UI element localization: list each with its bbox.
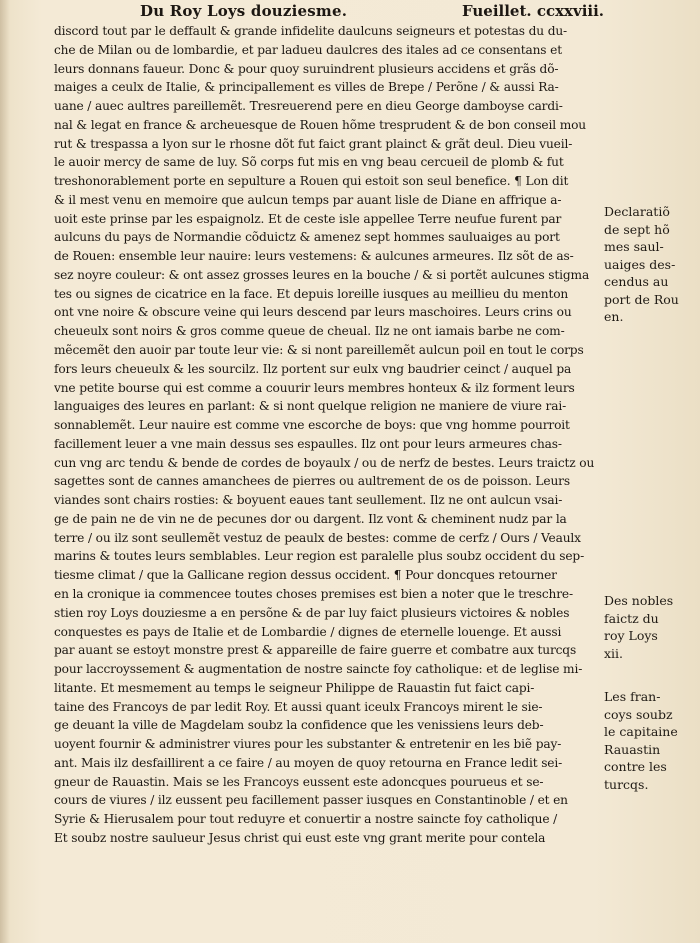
text-line: conquestes es pays de Italie et de Lombardie / dignes de eternelle louenge. Et aussi <box>54 624 562 639</box>
margin-note-line: cendus au <box>604 274 669 289</box>
margin-note-nobles <box>604 592 696 662</box>
margin-note-line: faictz du <box>604 610 659 626</box>
margin-note-line: xii. <box>604 645 624 661</box>
text-line: uoyent fournir & administrer viures pour les substanter & entretenir en les biẽ pay- <box>54 737 562 752</box>
text-line: aulcuns du pays de Normandie cõduictz & amenez sept hommes sauluaiges au port <box>54 230 560 245</box>
text-line: de Rouen: ensemble leur nauire: leurs vestemens: & aulcunes armeures. Ilz sõt de as- <box>54 249 574 264</box>
page-header <box>0 2 700 24</box>
folio-number: Fueillet. ccxxviii. <box>462 2 605 20</box>
text-line: fors leurs cheueulx & les sourcilz. Ilz portent sur eulx vng baudrier ceinct / auquel pa <box>54 361 572 376</box>
text-line: uoit este prinse par les espaignolz. Et de ceste isle appellee Terre neufue furent par <box>54 211 562 226</box>
text-line: le auoir mercy de same de luy. Sõ corps fut mis en vng beau cercueil de plomb & fut <box>54 155 564 170</box>
text-line: sez noyre couleur: & ont assez grosses leures en la bouche / & si portẽt aulcunes stigma <box>54 267 590 282</box>
text-line: taine des Francoys de par ledit Roy. Et aussi quant iceulx Francoys mirent le sie- <box>54 699 543 714</box>
text-line: ge deuant la ville de Magdelam soubz la confidence que les venissiens leurs deb- <box>54 718 544 733</box>
margin-note-declaration <box>604 203 696 326</box>
text-line: cours de viures / ilz eussent peu facillement passer iusques en Constantinoble / et en <box>54 793 568 808</box>
margin-note-line: port de Rou <box>604 291 679 307</box>
text-line: ant. Mais ilz desfaillirent a ce faire / au moyen de quoy retourna en France ledit sei- <box>54 755 563 770</box>
text-line: pour laccroyssement & augmentation de nostre saincte foy catholique: et de leglise mi- <box>54 662 583 677</box>
text-line: cun vng arc tendu & bende de cordes de boyaulx / ou de nerfz de bestes. Leurs traictz ou <box>54 455 595 470</box>
text-line: facillement leuer a vne main dessus ses espaulles. Ilz ont pour leurs armeures chas- <box>54 436 562 451</box>
margin-note-line: en. <box>604 309 624 324</box>
text-line: discord tout par le deffault & grande infidelite daulcuns seigneurs et potestas du du- <box>54 24 568 38</box>
text-line: sonnablemẽt. Leur nauire est comme vne escorche de boys: que vng homme pourroit <box>54 418 570 433</box>
text-line: maiges a ceulx de Italie, & principallement es villes de Brepe / Perõne / & aussi Ra- <box>54 80 559 95</box>
margin-note-line: Les fran- <box>604 689 661 704</box>
text-line: ge de pain ne de vin ne de pecunes dor ou dargent. Ilz vont & cheminent nudz par la <box>54 511 567 526</box>
text-line: che de Milan ou de lombardie, et par ladueu daulcres des itales ad ce consentans et <box>54 42 562 57</box>
margin-note-line: Des nobles <box>604 593 674 608</box>
running-head: Du Roy Loys douziesme. <box>140 2 348 20</box>
margin-note-line: turcqs. <box>604 776 649 792</box>
margin-note-line: coys soubz <box>604 706 673 722</box>
margin-note-line: de sept hõ <box>604 221 670 237</box>
main-text-block <box>54 22 598 872</box>
margin-note-capitaine <box>604 688 696 793</box>
text-line: tes ou signes de cicatrice en la face. Et depuis loreille iusques au meillieu du menton <box>54 286 569 301</box>
text-line: mẽcemẽt den auoir par toute leur vie: & si nont pareillemẽt aulcun poil en tout le corps <box>54 343 584 358</box>
margin-note-line: roy Loys <box>604 628 658 643</box>
text-line: Syrie & Hierusalem pour tout reduyre et conuertir a nostre saincte foy catholique / <box>54 812 558 827</box>
text-line: Et soubz nostre saulueur Jesus christ qui eust este vng grant merite pour contela <box>54 830 546 845</box>
text-line: treshonorablement porte en sepulture a Rouen qui estoit son seul benefice. ¶ Lon dit <box>54 174 569 189</box>
margin-note-line: uaiges des- <box>604 256 676 272</box>
text-line: ont vne noire & obscure veine qui leurs descend par leurs maschoires. Leurs crins ou <box>54 305 572 320</box>
margin-note-line: le capitaine <box>604 724 678 739</box>
text-line: rut & trespassa a lyon sur le rhosne dõt fut faict grant plainct & grãt deul. Dieu vueil- <box>54 136 573 151</box>
text-line: leurs donnans faueur. Donc & pour quoy suruindrent plusieurs accidens et grãs dõ- <box>54 61 559 76</box>
page-gutter-shadow <box>0 0 10 943</box>
text-line: vne petite bourse qui est comme a couurir leurs membres honteux & ilz forment leurs <box>54 380 575 395</box>
text-line: gneur de Rauastin. Mais se les Francoys eussent este adoncques pourueus et se- <box>54 774 544 789</box>
text-line: nal & legat en france & archeuesque de Rouen hõme tresprudent & de bon conseil mou <box>54 117 587 132</box>
text-line: sagettes sont de cannes amanchees de pierres ou aultrement de os de poisson. Leurs <box>54 474 570 489</box>
margin-note-line: mes saul- <box>604 239 664 254</box>
margin-note-line: contre les <box>604 759 667 774</box>
text-line: marins & toutes leurs semblables. Leur region est paralelle plus soubz occident du sep- <box>54 549 585 564</box>
margin-note-line: Rauastin <box>604 741 661 757</box>
text-line: languaiges des leures en parlant: & si nont quelque religion ne maniere de viure rai- <box>54 399 567 414</box>
text-line: & il mest venu en memoire que aulcun temps par auant lisle de Diane en affrique a- <box>54 192 562 207</box>
text-line: tiesme climat / que la Gallicane region dessus occident. ¶ Pour doncques retourner <box>54 568 557 583</box>
text-line: uane / auec aultres pareillemẽt. Tresreuerend pere en dieu George damboyse cardi- <box>54 99 563 114</box>
text-line: terre / ou ilz sont seullemẽt vestuz de peaulx de bestes: comme de cerfz / Ours / Veaulx <box>54 530 581 545</box>
text-line: stien roy Loys douziesme a en persõne & de par luy faict plusieurs victoires & nobles <box>54 605 570 620</box>
margin-note-line: Declaratiõ <box>604 204 670 219</box>
text-line: viandes sont chairs rosties: & boyuent eaues tant seullement. Ilz ne ont aulcun vsai- <box>54 493 563 508</box>
text-line: litante. Et mesmement au temps le seigneur Philippe de Rauastin fut faict capi- <box>54 680 535 695</box>
text-line: cheueulx sont noirs & gros comme queue de cheual. Ilz ne ont iamais barbe ne com- <box>54 324 565 339</box>
text-line: en la cronique ia commencee toutes choses premises est bien a noter que le treschre- <box>54 586 573 601</box>
text-line: par auant se estoyt monstre prest & appareille de faire guerre et combatre aux turcqs <box>54 643 577 658</box>
